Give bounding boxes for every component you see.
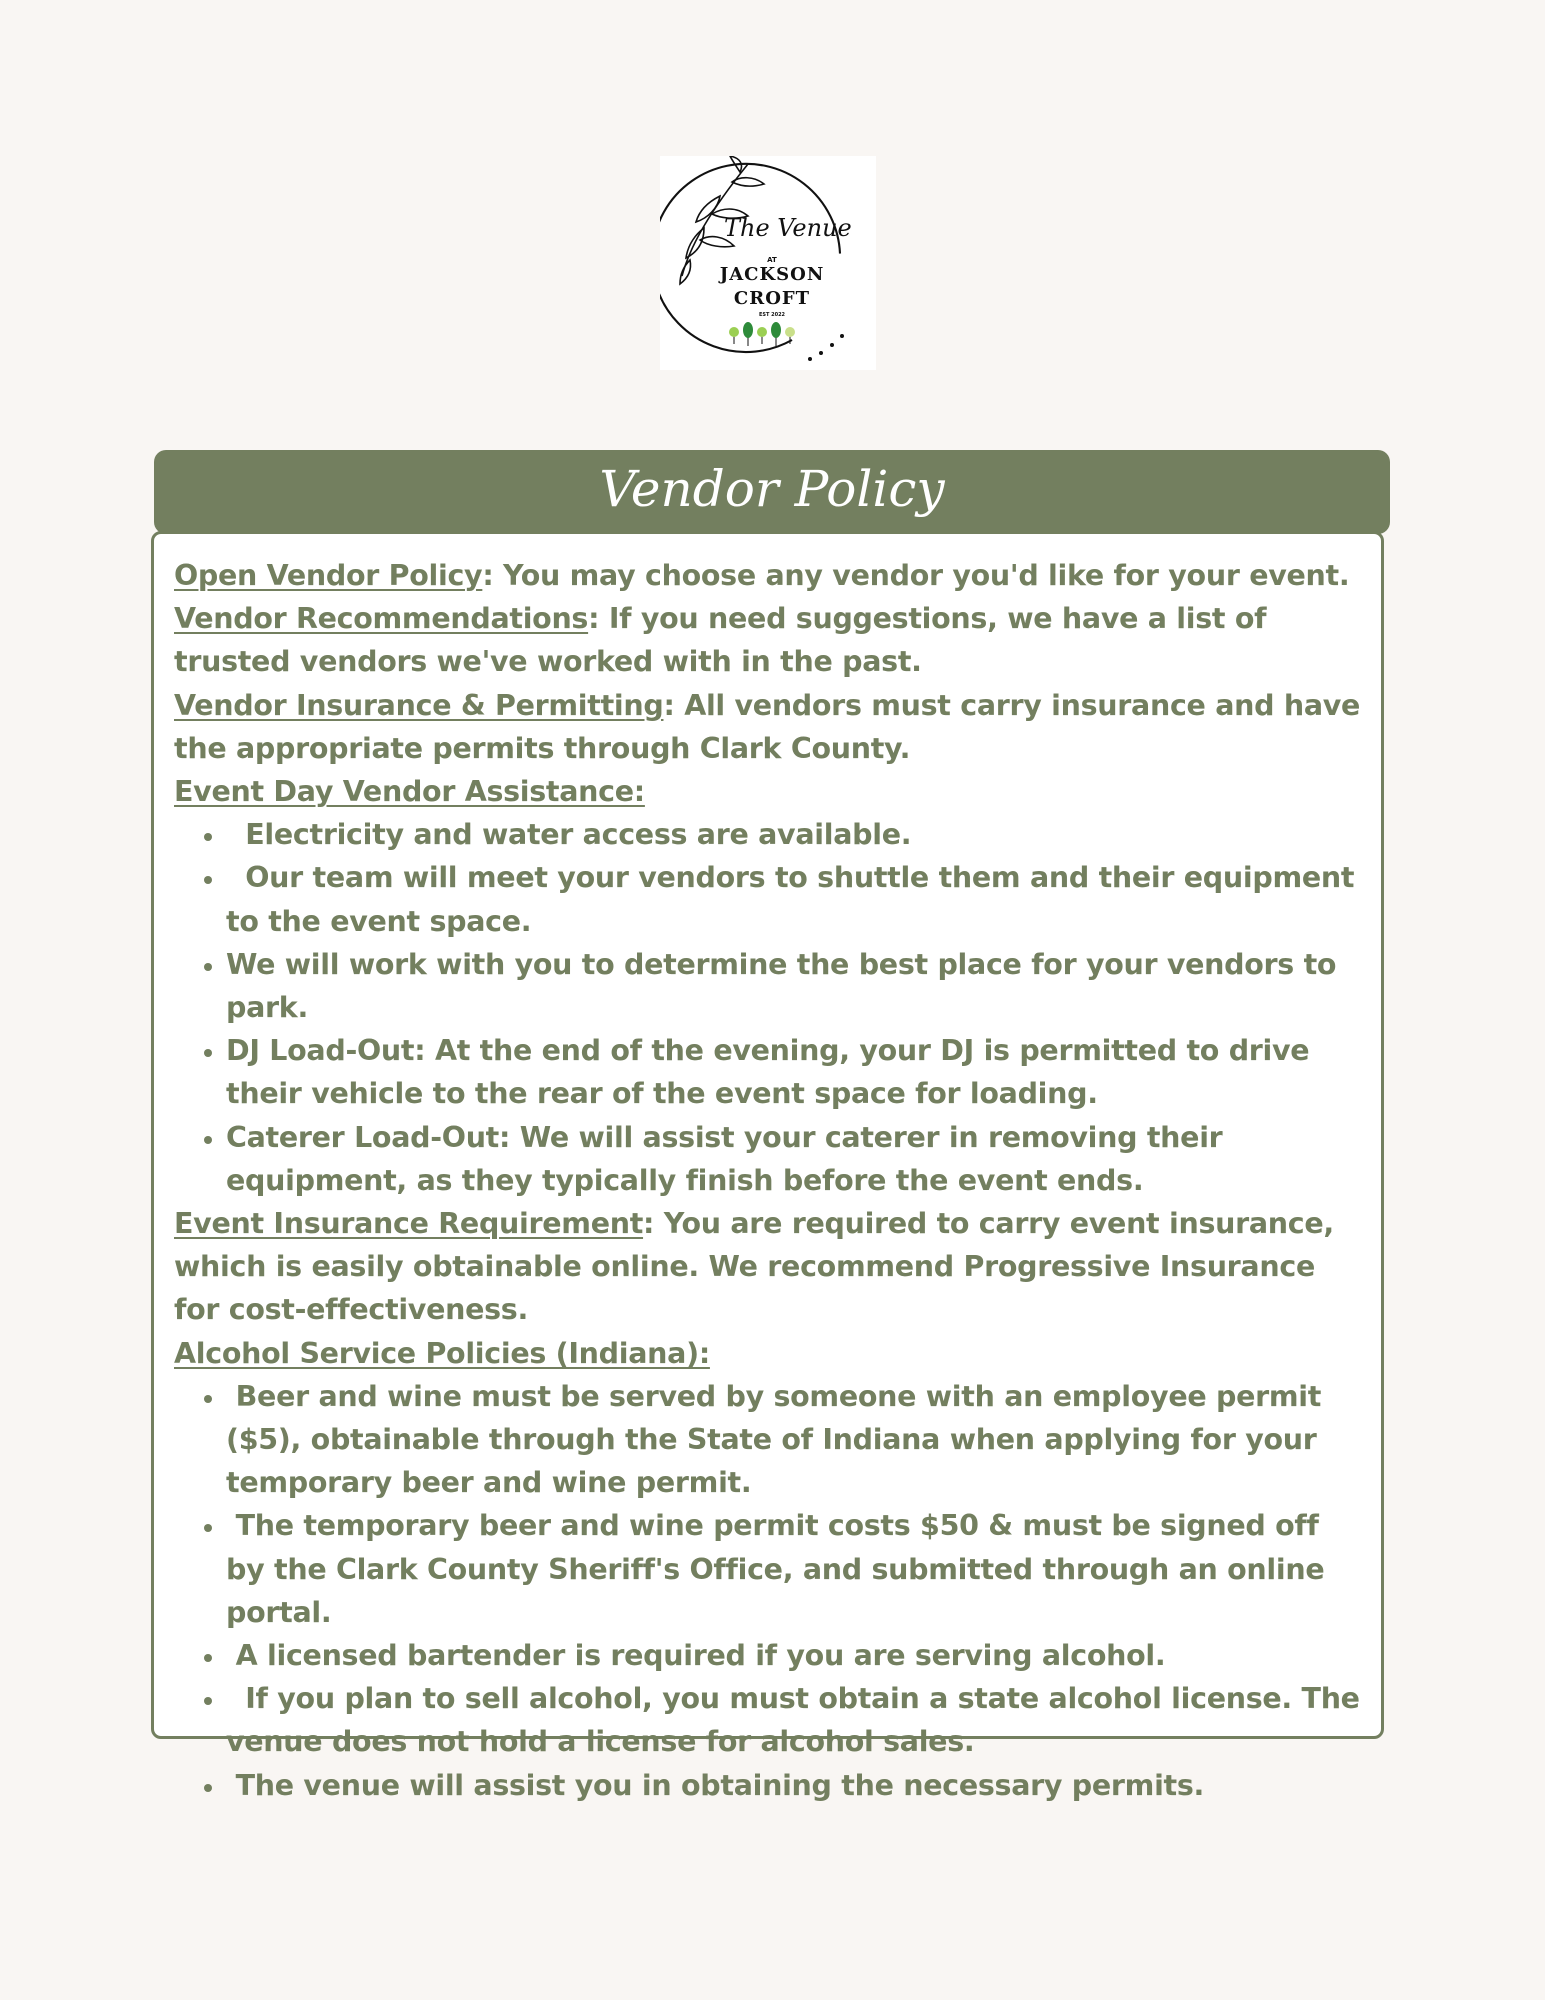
recommendations-label: Vendor Recommendations (174, 602, 589, 636)
insurance-permitting-text: : All vendors must carry insurance and have the appropriate permits through Clark County. (174, 688, 1361, 765)
logo-name-line2: CROFT (733, 288, 811, 309)
logo-script-text: The Venue (724, 214, 852, 242)
list-item: • DJ Load-Out: At the end of the evening, your DJ is permitted to drive their vehicle to the rear of the event space for loading. (226, 1029, 1363, 1115)
policy-content (151, 531, 1384, 1802)
venue-logo (660, 156, 876, 370)
title-banner (154, 450, 1390, 534)
event-day-list (174, 813, 1363, 1202)
event-insurance-label: Event Insurance Requirement (174, 1207, 644, 1241)
logo-name-line1: JACKSON (719, 264, 825, 285)
insurance-permitting-label: Vendor Insurance & Permitting (174, 688, 664, 722)
event-day-label: Event Day Vendor Assistance: (174, 775, 645, 809)
alcohol-label: Alcohol Service Policies (Indiana): (174, 1336, 710, 1370)
list-item: • Caterer Load-Out: We will assist your caterer in removing their equipment, as they typically finish before the event ends. (226, 1116, 1363, 1202)
alcohol-list (174, 1375, 1363, 1807)
insurance-permitting-paragraph (174, 684, 1363, 770)
list-item: • The venue will assist you in obtaining the necessary permits. (226, 1764, 1363, 1807)
recommendations-text: : If you need suggestions, we have a list of trusted vendors we've worked with in the past. (174, 602, 1267, 679)
event-day-heading-paragraph (174, 770, 1363, 813)
open-vendor-text: : You may choose any vendor you'd like for your event. (482, 559, 1350, 592)
list-item: • We will work with you to determine the best place for your vendors to park. (226, 943, 1363, 1029)
list-item: • Electricity and water access are available. (226, 813, 1363, 856)
logo-est-text: EST 2022 (758, 312, 786, 318)
event-insurance-paragraph (174, 1202, 1363, 1332)
logo-emblem (660, 156, 876, 370)
list-item: • Our team will meet your vendors to shuttle them and their equipment to the event space. (226, 856, 1363, 942)
list-item: • A licensed bartender is required if you are serving alcohol. (226, 1634, 1363, 1677)
event-insurance-text: : You are required to carry event insurance, which is easily obtainable online. We recommend Progressive Insurance for cost-effectiveness. (174, 1207, 1334, 1327)
list-item: • If you plan to sell alcohol, you must obtain a state alcohol license. The venue does not hold a license for alcohol sales. (226, 1677, 1363, 1763)
list-item: • Beer and wine must be served by someone with an employee permit ($5), obtainable through the State of Indiana when applying for your temporary beer and wine permit. (226, 1375, 1363, 1505)
list-item: • The temporary beer and wine permit costs $50 & must be signed off by the Clark County Sheriff's Office, and submitted through an online portal. (226, 1504, 1363, 1634)
recommendations-paragraph (174, 597, 1363, 683)
open-vendor-paragraph (174, 554, 1363, 597)
alcohol-heading-paragraph (174, 1332, 1363, 1375)
open-vendor-label: Open Vendor Policy (174, 559, 483, 592)
page-title: Vendor Policy (599, 460, 945, 518)
logo-at-text: AT (767, 256, 777, 264)
